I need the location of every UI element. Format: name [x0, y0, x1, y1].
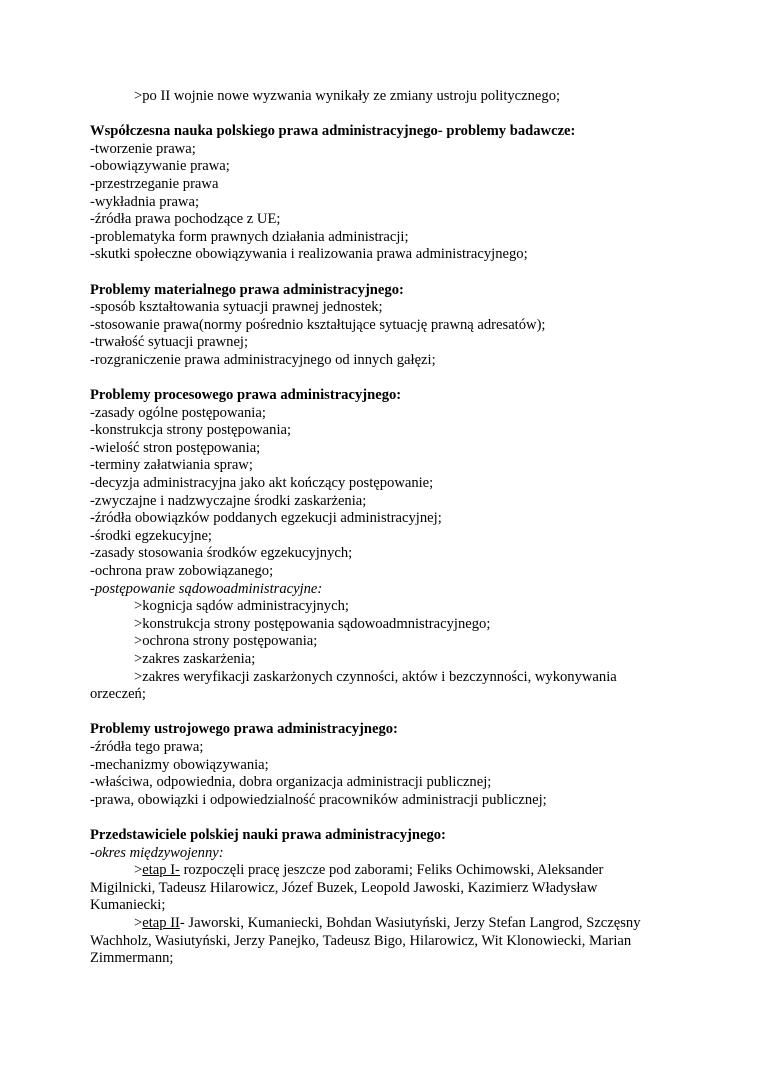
- section4-heading: Problemy ustrojowego prawa administracyjnego:: [90, 721, 398, 738]
- section3-subitem: >konstrukcja strony postępowania sądowoadmnistracyjnego;: [134, 615, 491, 632]
- stage1-prefix: >: [134, 862, 143, 879]
- section1-item: -obowiązywanie prawa;: [90, 158, 230, 175]
- section3-item: -środki egzekucyjne;: [90, 527, 212, 544]
- stage1-label: etap I-: [142, 862, 180, 879]
- section4-item: -prawa, obowiązki i odpowiedzialność pracowników administracji publicznej;: [90, 791, 547, 808]
- section3-item: -zwyczajne i nadzwyczajne środki zaskarżenia;: [90, 492, 367, 509]
- stage2-prefix: >: [134, 914, 143, 931]
- section1-heading: Współczesna nauka polskiego prawa administracyjnego- problemy badawcze:: [90, 123, 576, 140]
- section4-item: -źródła tego prawa;: [90, 738, 204, 755]
- section2-item: -rozgraniczenie prawa administracyjnego od innych gałęzi;: [90, 351, 436, 368]
- section3-subitem-continuation: orzeczeń;: [90, 686, 146, 703]
- stage1-line: [90, 862, 690, 880]
- section3-item: -źródła obowiązków poddanych egzekucji administracyjnej;: [90, 510, 442, 527]
- section3-item: -zasady ogólne postępowania;: [90, 404, 266, 421]
- section3-subitem: >zakres weryfikacji zaskarżonych czynności, aktów i bezczynności, wykonywania: [134, 668, 617, 685]
- section3-item: -wielość stron postępowania;: [90, 439, 261, 456]
- section3-subitem: >ochrona strony postępowania;: [134, 633, 318, 650]
- stage2-line: [90, 915, 690, 933]
- section4-item: -mechanizmy obowiązywania;: [90, 756, 269, 773]
- section1-item: -przestrzeganie prawa: [90, 175, 219, 192]
- section3-item: -decyzja administracyjna jako akt kończący postępowanie;: [90, 475, 434, 492]
- section3-heading: Problemy procesowego prawa administracyjnego:: [90, 387, 402, 404]
- spacer: [90, 370, 690, 388]
- section1-item: -problematyka form prawnych działania administracji;: [90, 228, 409, 245]
- spacer: [90, 106, 690, 124]
- section3-item: -terminy załatwiania spraw;: [90, 457, 253, 474]
- stage2-line: Wachholz, Wasiutyński, Jerzy Panejko, Tadeusz Bigo, Hilarowicz, Wit Klonowiecki, Marian: [90, 932, 632, 949]
- stage1-line: Kumaniecki;: [90, 897, 166, 914]
- document-body: [90, 88, 690, 968]
- section3-subitem: >zakres zaskarżenia;: [134, 651, 256, 667]
- section3-item: -zasady stosowania środków egzekucyjnych;: [90, 545, 353, 562]
- section1-item: -skutki społeczne obowiązywania i realizowania prawa administracyjnego;: [90, 246, 528, 263]
- spacer: [90, 704, 690, 722]
- section3-item: -konstrukcja strony postępowania;: [90, 422, 292, 439]
- section1-item: -wykładnia prawa;: [90, 193, 200, 210]
- section5-period: -okres międzywojenny:: [90, 844, 224, 861]
- intro-line: >po II wojnie nowe wyzwania wynikały ze zmiany ustroju politycznego;: [134, 88, 561, 104]
- section3-item: -ochrona praw zobowiązanego;: [90, 563, 274, 580]
- stage1-line: Migilnicki, Tadeusz Hilarowicz, Józef Buzek, Leopold Jawoski, Kazimierz Władysław: [90, 879, 598, 896]
- stage2-text: - Jaworski, Kumaniecki, Bohdan Wasiutyński, Jerzy Stefan Langrod, Szczęsny: [179, 914, 641, 931]
- section5-heading: Przedstawiciele polskiej nauki prawa administracyjnego:: [90, 826, 446, 843]
- section2-item: -trwałość sytuacji prawnej;: [90, 334, 249, 351]
- section2-item: -stosowanie prawa(normy pośrednio kształtujące sytuację prawną adresatów);: [90, 316, 546, 333]
- section4-item: -właściwa, odpowiednia, dobra organizacja administracji publicznej;: [90, 774, 492, 791]
- stage1-text: rozpoczęli pracę jeszcze pod zaborami; Feliks Ochimowski, Aleksander: [179, 862, 604, 879]
- section1-item: -tworzenie prawa;: [90, 140, 196, 157]
- section2-item: -sposób kształtowania sytuacji prawnej jednostek;: [90, 299, 383, 316]
- section1-item: -źródła prawa pochodzące z UE;: [90, 211, 281, 228]
- section3-subheading: -postępowanie sądowoadministracyjne:: [90, 580, 323, 597]
- section2-heading: Problemy materialnego prawa administracyjnego:: [90, 281, 404, 298]
- spacer: [90, 809, 690, 827]
- stage2-label: etap II: [142, 914, 180, 931]
- spacer: [90, 264, 690, 282]
- section3-subitem: >kognicja sądów administracyjnych;: [134, 598, 349, 615]
- stage2-line: Zimmermann;: [90, 950, 174, 967]
